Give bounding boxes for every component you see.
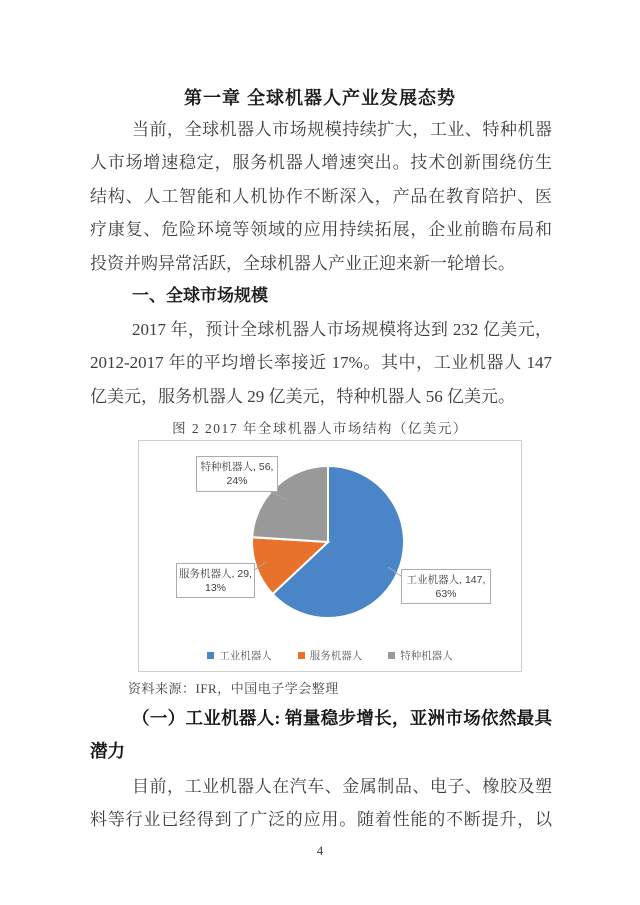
paragraph-2 [90,313,552,413]
paragraph-line: 投资并购异常活跃，全球机器人产业正迎来新一轮增长。 [90,253,515,273]
legend-item-service-robots [298,648,363,663]
heading-line: （一）工业机器人: 销量稳步增长，亚洲市场依然最具 [132,708,552,728]
paragraph-line: 2017 年，预计全球机器人市场规模将达到 232 亿美元， [132,320,552,339]
pie-chart-figure [138,440,522,672]
paragraph-1 [90,113,552,280]
section-heading-industrial-robots [90,702,552,769]
section-heading-market-scale: 一、全球市场规模 [132,286,268,305]
legend-label: 工业机器人 [219,650,272,662]
paragraph-3 [90,770,552,837]
data-label-industrial-robots [401,569,491,604]
paragraph-line: 当前，全球机器人市场规模持续扩大，工业、特种机器 [132,120,552,139]
figure-caption: 图 2 2017 年全球机器人市场结构（亿美元） [172,421,468,436]
legend-item-industrial-robots [207,648,272,663]
heading-line: 潜力 [90,741,125,762]
paragraph-line: 人市场增速稳定，服务机器人增速突出。技术创新围绕仿生 [90,153,552,173]
page-number: 4 [316,843,324,858]
legend-label: 服务机器人 [309,650,363,662]
data-label-text: 63% [435,587,457,600]
source-note: 资料来源：IFR，中国电子学会整理 [128,681,339,696]
legend-item-special-robots [388,648,453,663]
paragraph-line: 疗康复、危险环境等领域的应用持续拓展，企业前瞻布局和 [90,220,552,240]
data-label-text: 特种机器人, 56, [200,461,274,473]
legend-marker-icon [388,652,395,659]
chapter-title: 第一章 全球机器人产业发展态势 [184,88,456,108]
legend-marker-icon [298,652,305,659]
paragraph-line: 目前，工业机器人在汽车、金属制品、电子、橡胶及塑 [132,777,552,796]
paragraph-line: 2012-2017 年的平均增长率接近 17%。其中，工业机器人 147 [90,353,552,373]
legend-label: 特种机器人 [400,650,453,662]
paragraph-line: 亿美元，服务机器人 29 亿美元，特种机器人 56 亿美元。 [90,386,515,406]
paragraph-line: 料等行业已经得到了广泛的应用。随着性能的不断提升，以 [90,810,552,830]
paragraph-line: 结构、人工智能和人机协作不断深入，产品在教育陪护、医 [90,186,552,206]
data-label-text: 24% [226,475,248,487]
data-label-text: 服务机器人, 29, [179,567,252,580]
legend-marker-icon [207,652,214,659]
chart-legend [139,648,521,663]
data-label-text: 工业机器人, 147, [406,573,486,586]
data-label-text: 13% [204,581,226,594]
data-label-special-robots [196,456,278,492]
data-label-service-robots [176,563,255,598]
